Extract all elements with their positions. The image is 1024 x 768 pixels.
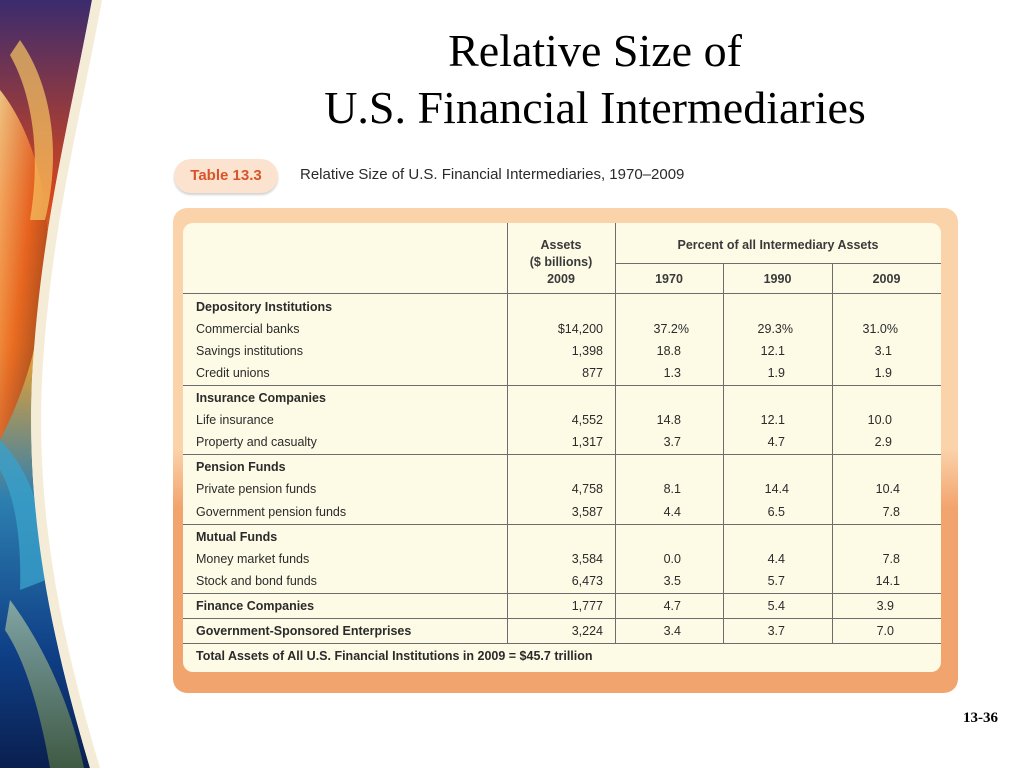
row-pct-2009: 2.9	[874, 435, 892, 449]
header-year-1990: 1990	[763, 272, 792, 286]
row-pct-2009: 7.8	[882, 552, 900, 566]
row-name: Life insurance	[196, 413, 274, 427]
slide-title-line-1: Relative Size of	[448, 25, 742, 76]
group-label: Depository Institutions	[196, 300, 333, 314]
row-pct-2009: 14.1	[875, 574, 900, 588]
header-assets-line-3: 2009	[547, 272, 575, 286]
row-pct-1990: 4.7	[767, 435, 785, 449]
header-percent: Percent of all Intermediary Assets	[677, 238, 879, 252]
row-name: Savings institutions	[196, 344, 304, 358]
slide-title-line-2: U.S. Financial Intermediaries	[324, 82, 866, 133]
row-assets: 877	[582, 366, 603, 380]
row-pct-2009: 3.1	[874, 344, 892, 358]
row-pct-1990: 4.4	[767, 552, 785, 566]
row-name: Government pension funds	[196, 505, 347, 519]
table-figure	[166, 150, 964, 706]
row-pct-1970: 14.8	[656, 413, 681, 427]
row-pct-1990: 6.5	[767, 505, 785, 519]
group-label: Insurance Companies	[196, 391, 326, 405]
row-name: Government-Sponsored Enterprises	[196, 624, 412, 638]
slide-title	[160, 22, 1024, 136]
row-pct-2009: 10.0	[867, 413, 892, 427]
row-assets: 1,398	[571, 344, 603, 358]
row-pct-2009: 3.9	[876, 599, 894, 613]
row-pct-1990: 5.4	[767, 599, 785, 613]
row-pct-2009: 7.8	[882, 505, 900, 519]
row-pct-2009: 7.0	[876, 624, 894, 638]
row-assets: 4,552	[571, 413, 603, 427]
data-table	[183, 223, 941, 672]
row-pct-1970: 0.0	[663, 552, 681, 566]
row-assets: $14,200	[557, 322, 603, 336]
row-assets: 6,473	[571, 574, 603, 588]
row-pct-1970: 37.2%	[653, 322, 689, 336]
row-name: Commercial banks	[196, 322, 300, 336]
table-number-badge: Table 13.3	[174, 159, 278, 193]
row-assets: 3,587	[571, 505, 603, 519]
row-name: Property and casualty	[196, 435, 317, 449]
row-pct-1970: 4.7	[663, 599, 681, 613]
row-name: Credit unions	[196, 366, 270, 380]
slide-number: 13-36	[963, 710, 998, 726]
row-pct-1970: 18.8	[656, 344, 681, 358]
header-year-2009: 2009	[872, 272, 901, 286]
row-assets: 1,777	[571, 599, 603, 613]
table-caption: Relative Size of U.S. Financial Intermediaries, 1970–2009	[300, 166, 685, 183]
row-pct-1990: 29.3%	[757, 322, 793, 336]
group-label: Pension Funds	[196, 460, 286, 474]
row-pct-1990: 12.1	[760, 413, 785, 427]
row-name: Money market funds	[196, 552, 310, 566]
header-assets-line-2: ($ billions)	[529, 255, 593, 269]
row-pct-1970: 3.4	[663, 624, 681, 638]
row-name: Finance Companies	[196, 599, 315, 613]
row-pct-2009: 1.9	[874, 366, 892, 380]
row-assets: 4,758	[571, 482, 603, 496]
row-pct-1970: 3.5	[663, 574, 681, 588]
row-pct-1970: 1.3	[663, 366, 681, 380]
row-assets: 1,317	[571, 435, 603, 449]
row-pct-1970: 3.7	[663, 435, 681, 449]
row-pct-1990: 14.4	[764, 482, 789, 496]
row-pct-1970: 8.1	[663, 482, 681, 496]
row-assets: 3,584	[571, 552, 603, 566]
row-pct-2009: 10.4	[875, 482, 900, 496]
header-assets-line-1: Assets	[540, 238, 582, 252]
row-pct-1990: 3.7	[767, 624, 785, 638]
row-pct-1990: 1.9	[767, 366, 785, 380]
row-pct-2009: 31.0%	[862, 322, 898, 336]
row-name: Private pension funds	[196, 482, 317, 496]
row-assets: 3,224	[571, 624, 603, 638]
row-pct-1990: 5.7	[767, 574, 785, 588]
group-label: Mutual Funds	[196, 530, 278, 544]
row-name: Stock and bond funds	[196, 574, 317, 588]
row-pct-1970: 4.4	[663, 505, 681, 519]
header-year-1970: 1970	[655, 272, 683, 286]
row-pct-1990: 12.1	[760, 344, 785, 358]
total-assets-note: Total Assets of All U.S. Financial Institutions in 2009 = $45.7 trillion	[196, 649, 593, 663]
